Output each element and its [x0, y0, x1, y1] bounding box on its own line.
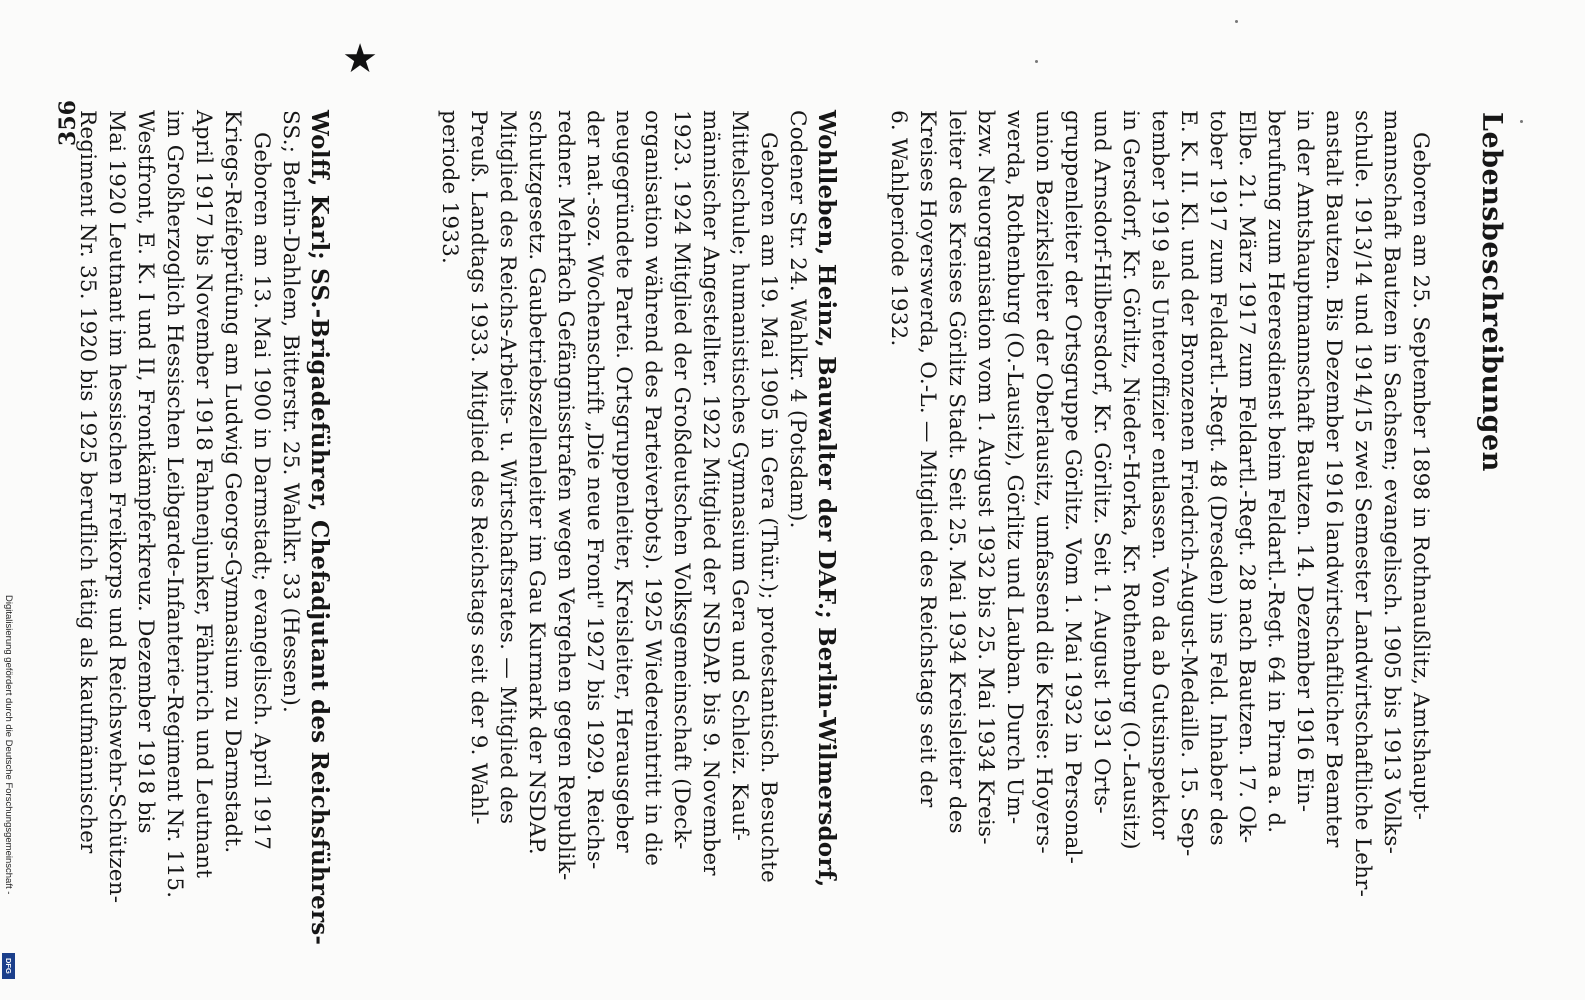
text-line: Westfront, E. K. I und II, Frontkämpferkreuz. Dezember 1918 bis	[133, 110, 158, 834]
page-number: 356	[55, 100, 81, 146]
entry-continued-biography	[884, 110, 1435, 897]
text-line: mannschaft Bautzen in Sachsen; evangelisch. 1905 bis 1913 Volks-	[1379, 110, 1404, 855]
text-line: redner. Mehrfach Gefängnisstrafen wegen Vergehen gegen Republik-	[553, 110, 578, 881]
dfg-logo-icon: DFG	[2, 953, 15, 979]
text-line: organisation während des Parteiverbots). 1925 Wiedereintritt in die	[640, 110, 665, 867]
digitization-footer	[0, 595, 22, 990]
text-line: schutzgesetz. Gaubetriebszellenleiter im Gau Kurmark der NSDAP.	[524, 110, 549, 855]
entry-wohlleben	[435, 110, 841, 887]
text-line: neugegründete Partei. Ortsgruppenleiter, Kreisleiter, Herausgeber	[611, 110, 636, 853]
scan-speck	[1035, 60, 1038, 63]
text-line: Mittelschule; humanistisches Gymnasium Gera und Schleiz. Kauf-	[727, 110, 752, 842]
entry-name-line: Wolff, Karl; SS.-Brigadeführer, Chefadjutant des Reichsführers-	[306, 110, 333, 946]
entry-wolff	[73, 110, 334, 945]
text-line: tober 1917 zum Feldartl.-Regt. 48 (Dresden) ins Feld. Inhaber des	[1205, 110, 1230, 846]
text-line: Regiment Nr. 35. 1920 bis 1925 beruflich tätig als kaufmännischer	[75, 110, 100, 854]
text-line: tember 1919 als Unteroffizier entlassen. Von da ab Gutsinspektor	[1147, 110, 1172, 840]
text-line: April 1917 bis November 1918 Fahnenjunker, Fähnrich und Leutnant	[191, 110, 216, 879]
footer-note: Digitalisierung gefördert durch die Deutsche Forschungsgemeinschaft -	[3, 595, 14, 895]
text-line: und Arnsdorf-Hilbersdorf, Kr. Görlitz. Seit 1. August 1931 Orts-	[1089, 110, 1114, 814]
text-line: Geboren am 19. Mai 1905 in Gera (Thür.); protestantisch. Besuchte	[756, 132, 781, 883]
text-line: E. K. II. Kl. und der Bronzenen Friedrich-August-Medaille. 15. Sep-	[1176, 110, 1201, 857]
text-line: anstalt Bautzen. Bis Dezember 1916 landwirtschaftlicher Beamter	[1321, 110, 1346, 848]
text-line: männischer Angestellter. 1922 Mitglied der NSDAP. bis 9. November	[698, 110, 723, 876]
text-line: bzw. Neuorganisation vom 1. August 1932 bis 25. Mai 1934 Kreis-	[973, 110, 998, 845]
text-line: werda, Rothenburg (O.-Lausitz), Görlitz und Lauban. Durch Um-	[1002, 110, 1027, 825]
text-line: Kreises Hoyerswerda, O.-L. — Mitglied des Reichstags seit der	[915, 110, 940, 808]
text-line: im Großherzoglich Hessischen Leibgarde-Infanterie-Regiment Nr. 115.	[162, 110, 187, 899]
text-line: berufung zum Heeresdienst beim Feldartl.-Regt. 64 in Pirna a. d.	[1263, 110, 1288, 834]
star-icon: ★	[342, 36, 378, 82]
text-line: Geboren am 25. September 1898 in Rothnaußlitz, Amtshaupt-	[1408, 132, 1433, 821]
text-line: Elbe. 21. März 1917 zum Feldartl.-Regt. 28 nach Bautzen. 17. Ok-	[1234, 110, 1259, 844]
text-line: Geboren am 13. Mai 1900 in Darmstadt; evangelisch. April 1917	[249, 132, 274, 851]
text-line: periode 1933.	[437, 110, 462, 265]
text-line: SS.; Berlin-Dahlem, Bitterstr. 25. Wahlkr. 33 (Hessen).	[278, 110, 303, 713]
text-line: schule. 1913/14 und 1914/15 zwei Semester Landwirtschaftliche Lehr-	[1350, 110, 1375, 898]
entry-name-line: Wohlleben, Heinz, Bauwalter der DAF.; Berlin-Wilmersdorf,	[813, 110, 840, 888]
text-line: in Gersdorf, Kr. Görlitz, Nieder-Horka, Kr. Rothenburg (O.-Lausitz)	[1118, 110, 1143, 850]
text-line: in der Amtshauptmannschaft Bautzen. 14. Dezember 1916 Ein-	[1292, 110, 1317, 813]
text-line: 6. Wahlperiode 1932.	[886, 110, 911, 347]
text-line: union Bezirksleiter der Oberlausitz, umfassend die Kreise: Hoyers-	[1031, 110, 1056, 854]
text-line: 1923. 1924 Mitglied der Großdeutschen Volksgemeinschaft (Deck-	[669, 110, 694, 850]
scan-speck	[1235, 20, 1238, 23]
text-line: Preuß. Landtags 1933. Mitglied des Reichstags seit der 9. Wahl-	[466, 110, 491, 825]
text-line: Codener Str. 24. Wahlkr. 4 (Potsdam).	[785, 110, 810, 529]
text-line: leiter des Kreises Görlitz Stadt. Seit 25. Mai 1934 Kreisleiter des	[944, 110, 969, 834]
page-heading: Lebensbeschreibungen	[1476, 112, 1507, 472]
text-line: Kriegs-Reifeprüfung am Ludwig Georgs-Gymnasium zu Darmstadt.	[220, 110, 245, 854]
text-line: Mitglied des Reichs-Arbeits- u. Wirtschaftsrates. — Mitglied des	[495, 110, 520, 825]
text-line: gruppenleiter der Ortsgruppe Görlitz. Vom 1. Mai 1932 in Personal-	[1060, 110, 1085, 865]
scan-speck	[1520, 120, 1523, 123]
text-line: Mai 1920 Leutnant im hessischen Freikorps und Reichswehr-Schützen-	[104, 110, 129, 904]
text-line: der nat.-soz. Wochenschrift „Die neue Front" 1927 bis 1929. Reichs-	[582, 110, 607, 870]
